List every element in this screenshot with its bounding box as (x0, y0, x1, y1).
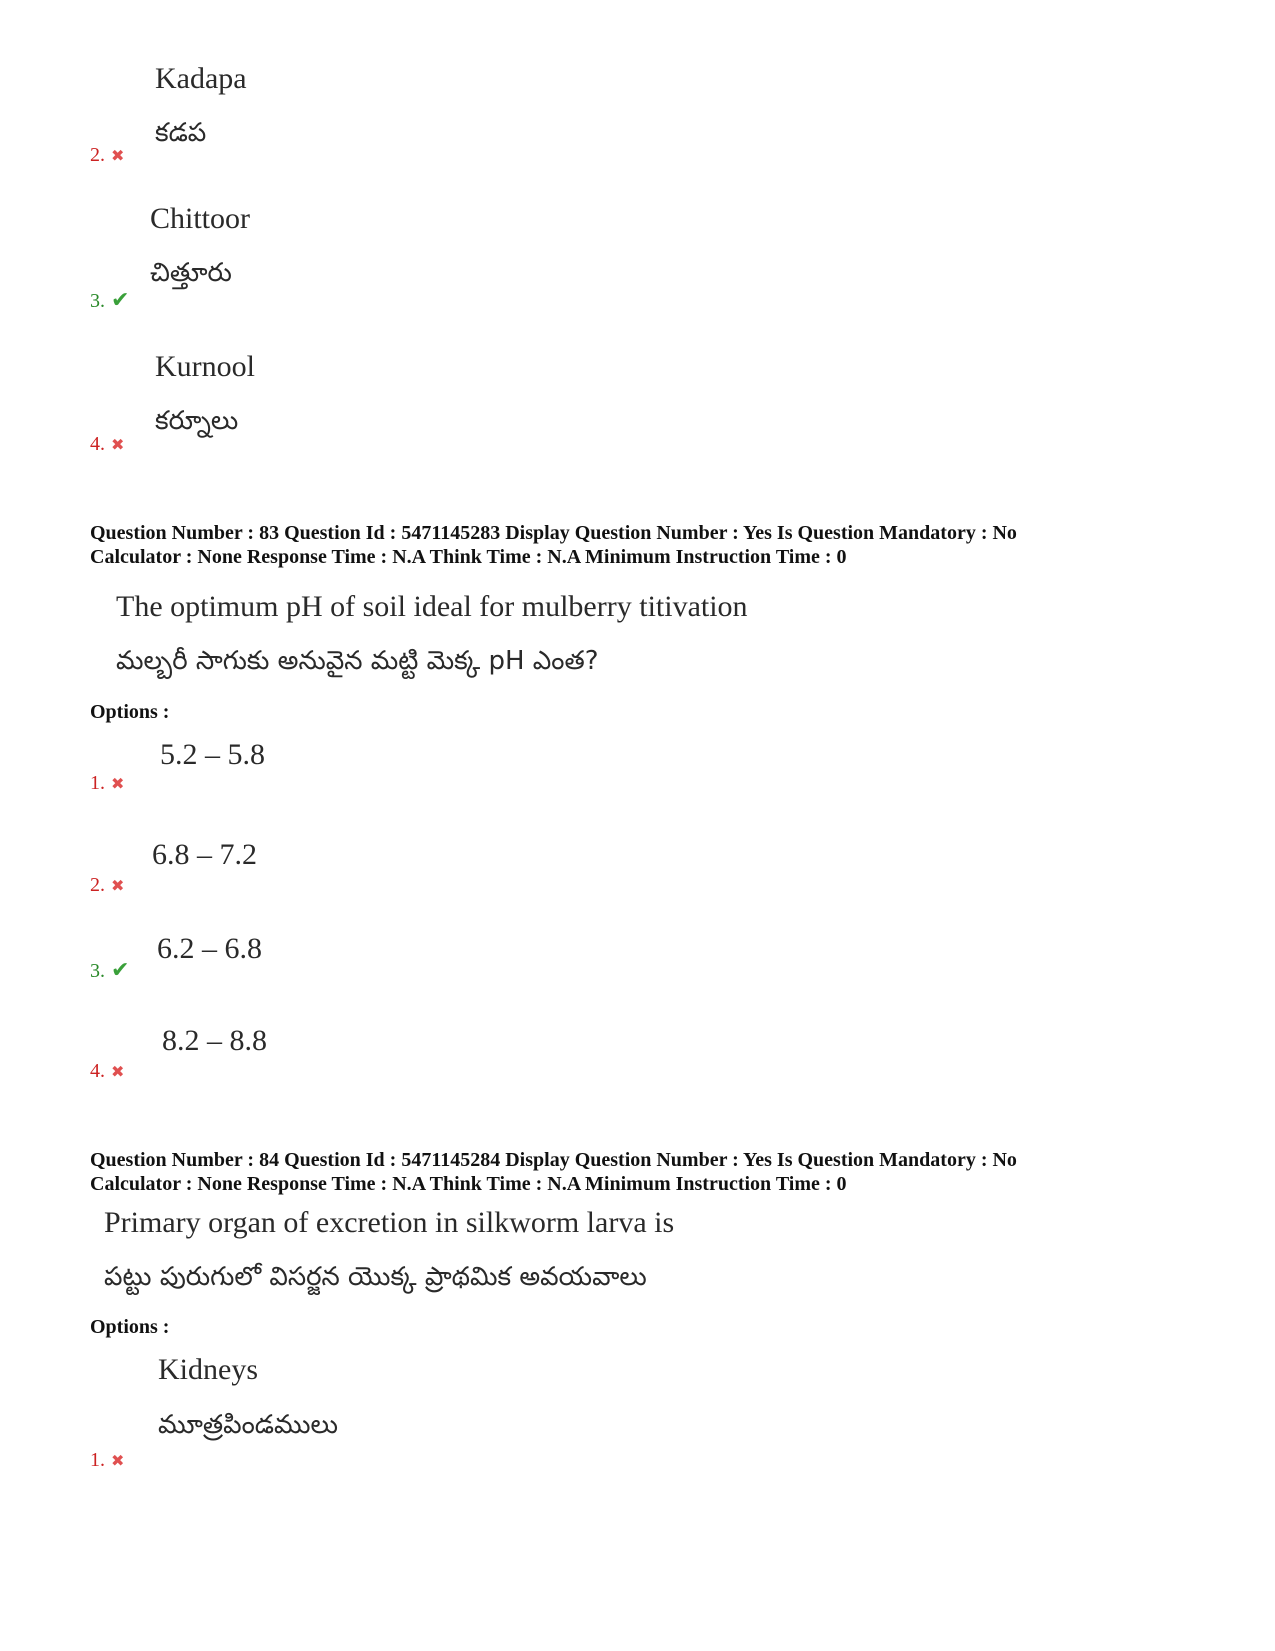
q84-question-en: Primary organ of excretion in silkworm larva is (104, 1206, 675, 1239)
q83-option-3-text: 6.2 – 6.8 (157, 932, 262, 965)
q83-option-2-text: 6.8 – 7.2 (152, 838, 257, 871)
option-number: 4. (90, 433, 105, 455)
option-number: 1. (90, 772, 105, 794)
wrong-mark-icon: ✖ (111, 774, 125, 793)
prev-option-4-marker (90, 433, 124, 456)
option-number: 3. (90, 290, 105, 312)
prev-option-3-marker (90, 288, 129, 313)
q83-option-2-marker (90, 874, 124, 897)
option-number: 2. (90, 144, 105, 166)
q83-option-1-text: 5.2 – 5.8 (160, 738, 265, 771)
prev-option-2-marker (90, 144, 124, 167)
q84-options-label: Options : (90, 1316, 170, 1338)
option-number: 2. (90, 874, 105, 896)
q83-meta-line-1: Question Number : 83 Question Id : 5471145283 Display Question Number : Yes Is Question Mandatory : No (90, 522, 1017, 544)
prev-option-2-te: కడప (155, 118, 207, 148)
q84-meta-line-2: Calculator : None Response Time : N.A Think Time : N.A Minimum Instruction Time : 0 (90, 1173, 847, 1195)
prev-option-3-te: చిత్తూరు (150, 258, 232, 288)
q84-option-1-en: Kidneys (158, 1353, 258, 1386)
option-number: 4. (90, 1060, 105, 1082)
q83-question-en: The optimum pH of soil ideal for mulberry titivation (116, 590, 748, 623)
q83-option-4-text: 8.2 – 8.8 (162, 1024, 267, 1057)
wrong-mark-icon: ✖ (111, 876, 125, 895)
prev-option-3-en: Chittoor (150, 202, 251, 235)
q84-meta-line-1: Question Number : 84 Question Id : 5471145284 Display Question Number : Yes Is Question Mandatory : No (90, 1149, 1017, 1171)
wrong-mark-icon: ✖ (111, 435, 125, 454)
q83-option-3-marker (90, 958, 129, 983)
q83-option-4-marker (90, 1060, 124, 1083)
q84-option-1-marker (90, 1449, 124, 1472)
wrong-mark-icon: ✖ (111, 1451, 125, 1470)
prev-option-4-te: కర్నూలు (155, 406, 239, 436)
q83-options-label: Options : (90, 701, 170, 723)
correct-check-icon: ✔ (111, 288, 130, 313)
option-number: 3. (90, 960, 105, 982)
q83-meta-line-2: Calculator : None Response Time : N.A Think Time : N.A Minimum Instruction Time : 0 (90, 546, 847, 568)
prev-option-4-en: Kurnool (155, 350, 255, 383)
option-number: 1. (90, 1449, 105, 1471)
q83-option-1-marker (90, 772, 124, 795)
correct-check-icon: ✔ (111, 958, 130, 983)
q84-option-1-te: మూత్రపిండములు (158, 1410, 338, 1440)
prev-option-2-en: Kadapa (155, 62, 247, 95)
wrong-mark-icon: ✖ (111, 1062, 125, 1081)
wrong-mark-icon: ✖ (111, 146, 125, 165)
q84-question-te: పట్టు పురుగులో విసర్జన యొక్క ప్రాథమిక అవయవాలు (104, 1262, 647, 1292)
q83-question-te: మల్బరీ సాగుకు అనువైన మట్టి మెక్క pH ఎంత? (116, 646, 599, 676)
